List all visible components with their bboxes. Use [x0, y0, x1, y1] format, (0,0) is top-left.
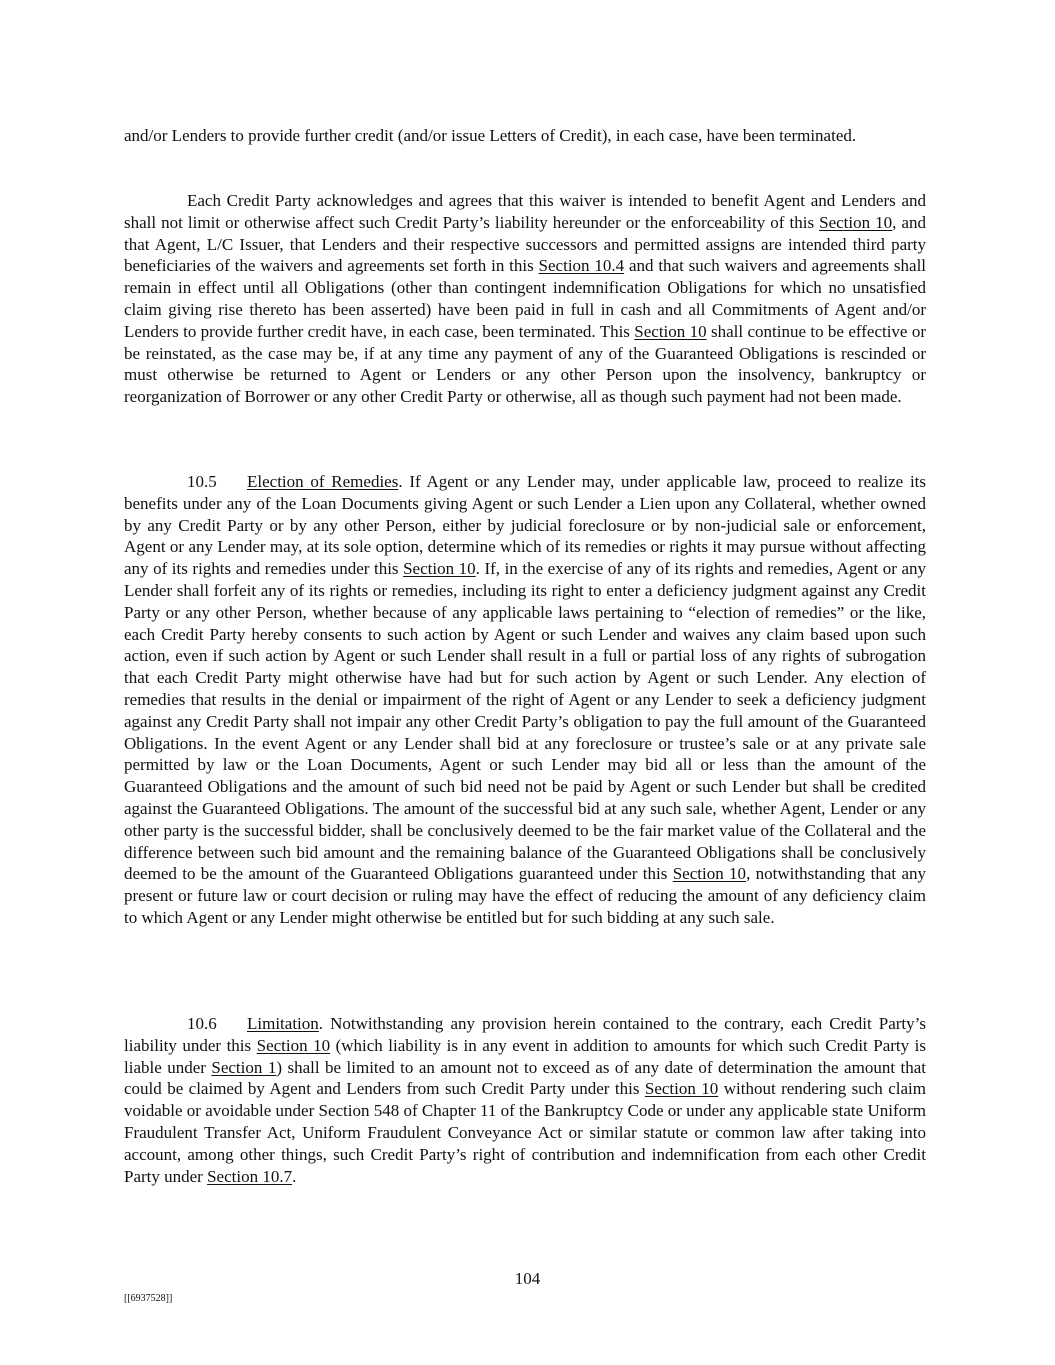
section-heading: Election of Remedies [247, 472, 399, 491]
paragraph-text: . Notwithstanding any provision herein contained to the contrary, each Credit Party’s liability under this [124, 1014, 926, 1055]
section-reference: Section 10 [403, 559, 476, 579]
paragraph-text: . [292, 1166, 297, 1186]
paragraph-text: (which liability is in any event in addition to amounts for which such Credit Party is liable under [124, 1035, 926, 1077]
paragraph-text: ) shall be limited to an amount not to exceed as of any date of determination the amount that could be claimed by Agent and Lenders from such Credit Party under this [124, 1057, 926, 1099]
paragraph-text: and/or Lenders to provide further credit (and/or issue Letters of Credit), in each case, have been terminated. [124, 126, 857, 145]
page-number: 104 [514, 1269, 541, 1288]
section-10-6-limitation [124, 1013, 926, 1187]
paragraph-text: Each Credit Party acknowledges and agrees that this waiver is intended to benefit Agent and Lenders and shall not limit or otherwise affect such Credit Party’s liability hereunder or the enforceability of this [124, 191, 926, 232]
section-number: 10.6 [187, 1014, 217, 1033]
section-reference: Section 10 [256, 1035, 331, 1055]
section-number: 10.5 [187, 472, 217, 491]
section-heading: Limitation [247, 1014, 319, 1033]
paragraph-continuation [124, 125, 926, 147]
document-id: [[6937528]] [124, 1293, 173, 1304]
section-reference: Section 10.4 [538, 256, 625, 276]
section-reference: Section 1 [211, 1057, 277, 1077]
section-reference: Section 10 [819, 212, 893, 232]
paragraph-text: without rendering such claim voidable or avoidable under Section 548 of Chapter 11 of the Bankruptcy Code or under any applicable state Uniform Fraudulent Transfer Act, Uniform Fraudulent Conveyance Act or similar statute or common law after taking into account, among other things, such Credit Party’s right of contribution and indemnification from each other Credit Party under [124, 1079, 926, 1186]
section-10-5-election-of-remedies [124, 471, 926, 929]
section-reference: Section 10 [672, 864, 747, 884]
paragraph-text: , and that Agent, L/C Issuer, that Lenders and their respective successors and permitted assigns are intended third party beneficiaries of the waivers and agreements set forth in this [124, 212, 926, 276]
paragraph-text: and that such waivers and agreements shall remain in effect until all Obligations (other than contingent indemnification Obligations for which no unsatisfied claim giving rise thereto has been asserted) have been paid in full in cash and all Commitments of Agent and/or Lenders to provide further credit have, in each case, been terminated. This [124, 256, 927, 341]
paragraph-text: , notwithstanding that any present or future law or court decision or ruling may have the effect of reducing the amount of any deficiency claim to which Agent or any Lender might otherwise be entitled but for such bidding at any such sale. [124, 864, 926, 927]
paragraph-text: . If Agent or any Lender may, under applicable law, proceed to realize its benefits under any of the Loan Documents giving Agent or such Lender a Lien upon any Collateral, whether owned by any Credit Party or by any other Person, either by judicial foreclosure or by non-judicial sale or enforcement, Agent or any Lender may, at its sole option, determine which of its remedies or rights it may pursue without affecting any of its rights and remedies under this [124, 472, 927, 579]
paragraph-text: . If, in the exercise of any of its rights and remedies, Agent or any Lender shall forfeit any of its rights or remedies, including its right to enter a deficiency judgment against any Credit Party or any other Person, whether because of any applicable laws pertaining to “election of remedies” or the like, each Credit Party hereby consents to such action by Agent or such Lender and waives any claim based upon such action, even if such action by Agent or such Lender shall result in a full or partial loss of any rights of subrogation that each Credit Party might otherwise have had but for such action by Agent or such Lender. Any election of remedies that results in the denial or impairment of the right of Agent or any Lender to seek a deficiency judgment against any Credit Party shall not impair any other Credit Party’s obligation to pay the full amount of the Guaranteed Obligations. In the event Agent or any Lender shall bid at any foreclosure or trustee’s sale or at any private sale permitted by law or the Loan Documents, Agent or such Lender may bid all or less than the amount of the Guaranteed Obligations and the amount of such bid need not be paid by Agent or such Lender but shall be credited against the Guaranteed Obligations. The amount of the successful bid at any such sale, whether Agent, Lender or any other party is the successful bidder, shall be conclusively deemed to be the fair market value of the Collateral and the difference between such bid amount and the remaining balance of the Guaranteed Obligations shall be conclusively deemed to be the amount of the Guaranteed Obligations guaranteed under this [124, 559, 926, 884]
paragraph-waiver-acknowledgement [124, 190, 926, 408]
section-reference: Section 10 [644, 1079, 719, 1099]
paragraph-text: shall continue to be effective or be reinstated, as the case may be, if at any time any payment of any of the Guaranteed Obligations is rescinded or must otherwise be returned to Agent or Lenders or any other Person upon the insolvency, bankruptcy or reorganization of Borrower or any other Credit Party or otherwise, all as though such payment had not been made. [124, 321, 926, 407]
section-reference: Section 10 [634, 321, 707, 341]
section-reference: Section 10.7 [207, 1166, 293, 1186]
